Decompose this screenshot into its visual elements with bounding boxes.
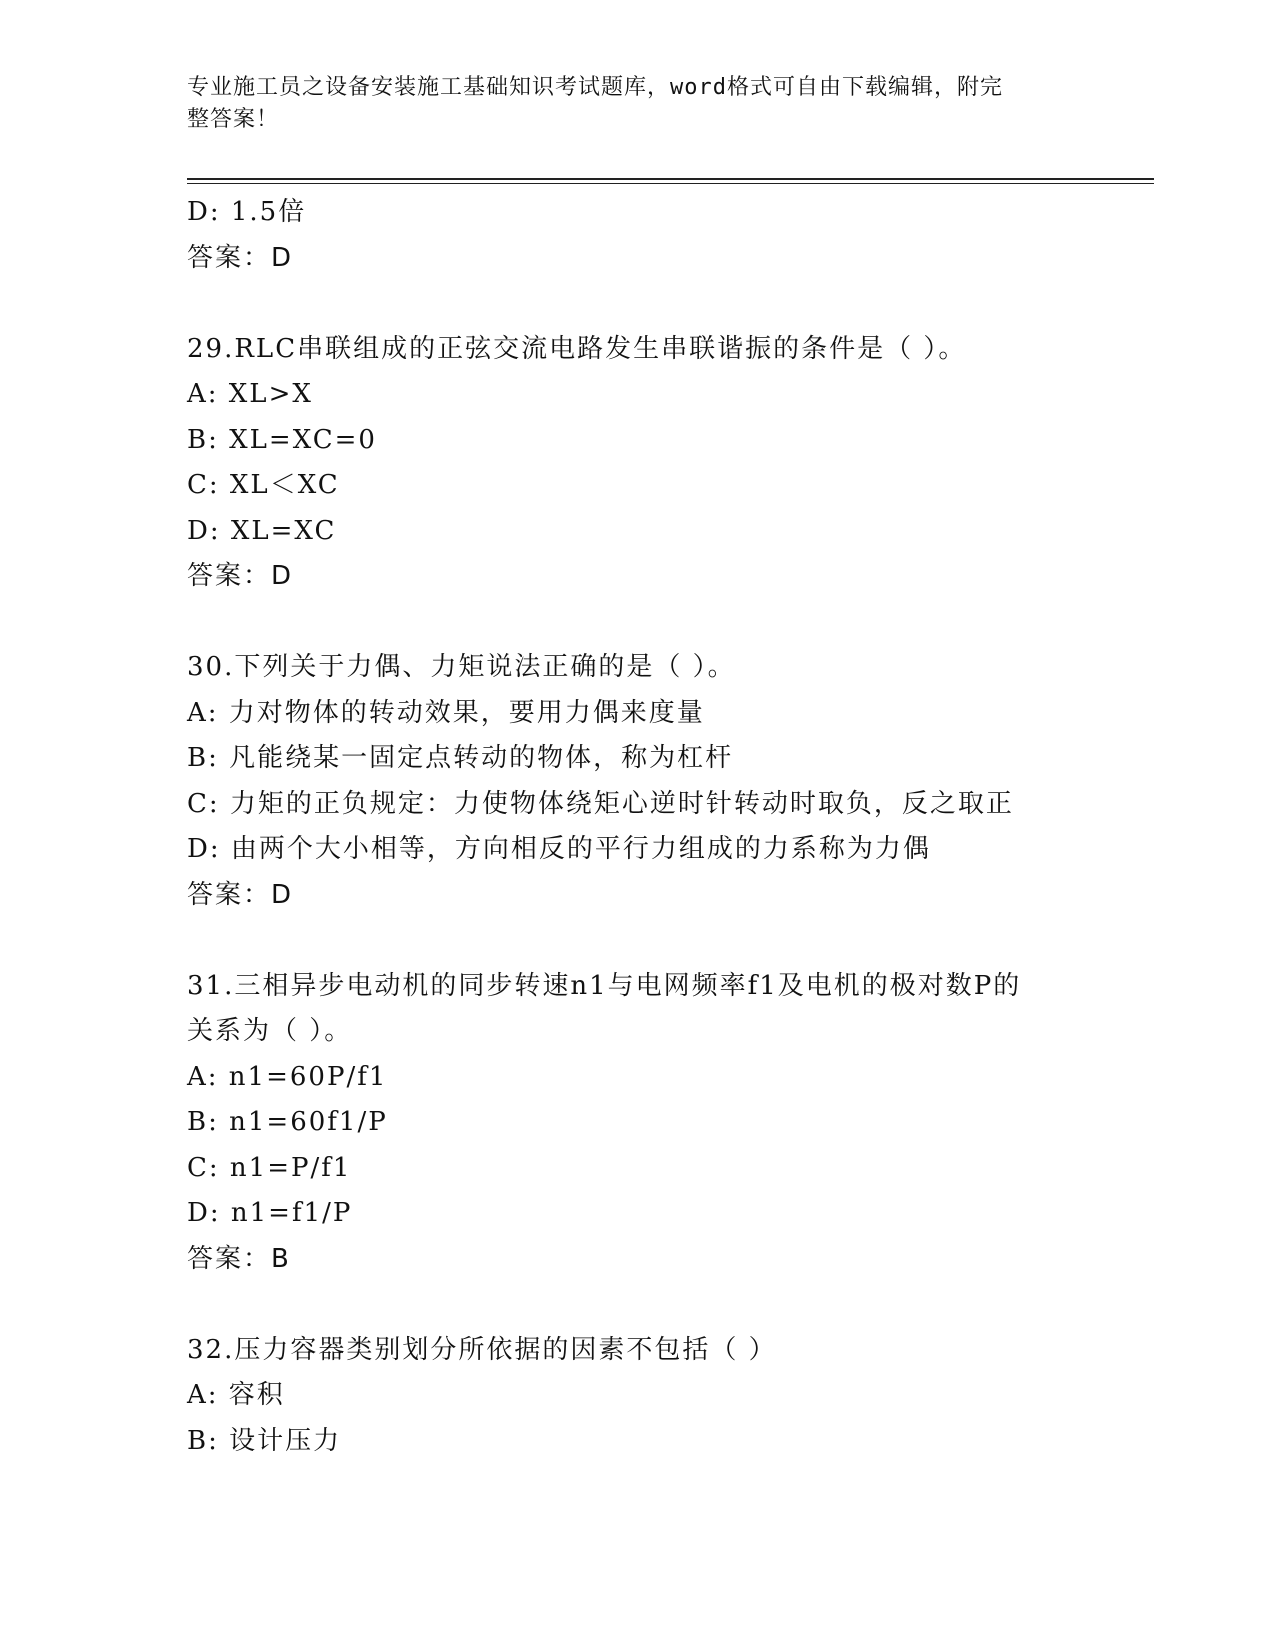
question-block-30 (187, 645, 1154, 918)
option-d: D: n1=f1/P (187, 1198, 353, 1228)
spacer (187, 281, 1154, 327)
answer-line: 答案：D (187, 561, 294, 591)
spacer (187, 600, 1154, 646)
question-block-31 (187, 964, 1154, 1283)
question-text: 31.三相异步电动机的同步转速n1与电网频率f1及电机的极对数P的 (187, 970, 1022, 1001)
answer-line: 答案：D (187, 879, 294, 910)
header-rule-thin (187, 183, 1154, 184)
question-text: 32.压力容器类别划分所依据的因素不包括（ ） (187, 1334, 777, 1365)
option-d: D: 由两个大小相等，方向相反的平行力组成的力系称为力偶 (187, 834, 931, 864)
question-list (187, 190, 1154, 1464)
header-line-1: 专业施工员之设备安装施工基础知识考试题库，word格式可自由下载编辑，附完 (187, 75, 1003, 100)
option-b: B: 设计压力 (187, 1425, 342, 1456)
option-a: A: 力对物体的转动效果，要用力偶来度量 (187, 697, 705, 728)
question-block-28 (187, 190, 1154, 281)
option-a: A: XL>X (187, 379, 313, 409)
option-d: D: 1.5倍 (187, 197, 307, 227)
answer-line: 答案：D (187, 242, 294, 273)
option-c: C: XL＜XC (187, 470, 340, 500)
option-b: B: 凡能绕某一固定点转动的物体，称为杠杆 (187, 743, 734, 773)
option-a: A: 容积 (187, 1380, 285, 1410)
question-text-continued: 关系为（ ）。 (187, 1016, 353, 1046)
question-text: 29.RLC串联组成的正弦交流电路发生串联谐振的条件是（ ）。 (187, 333, 967, 364)
option-c: C: n1=P/f1 (187, 1152, 352, 1183)
option-b: B: n1=60f1/P (187, 1107, 388, 1137)
header-line-2: 整答案！ (187, 107, 280, 132)
question-text: 30.下列关于力偶、力矩说法正确的是（ ）。 (187, 652, 736, 682)
option-a: A: n1=60P/f1 (187, 1061, 388, 1092)
header-rule-thick (187, 178, 1154, 180)
question-block-32 (187, 1328, 1154, 1465)
spacer (187, 1282, 1154, 1328)
answer-line: 答案：B (187, 1243, 291, 1274)
spacer (187, 918, 1154, 964)
option-d: D: XL=XC (187, 515, 337, 546)
option-c: C: 力矩的正负规定：力使物体绕矩心逆时针转动时取负，反之取正 (187, 788, 1014, 819)
option-b: B: XL=XC=0 (187, 424, 377, 455)
question-block-29 (187, 327, 1154, 600)
page-header (187, 72, 1067, 136)
